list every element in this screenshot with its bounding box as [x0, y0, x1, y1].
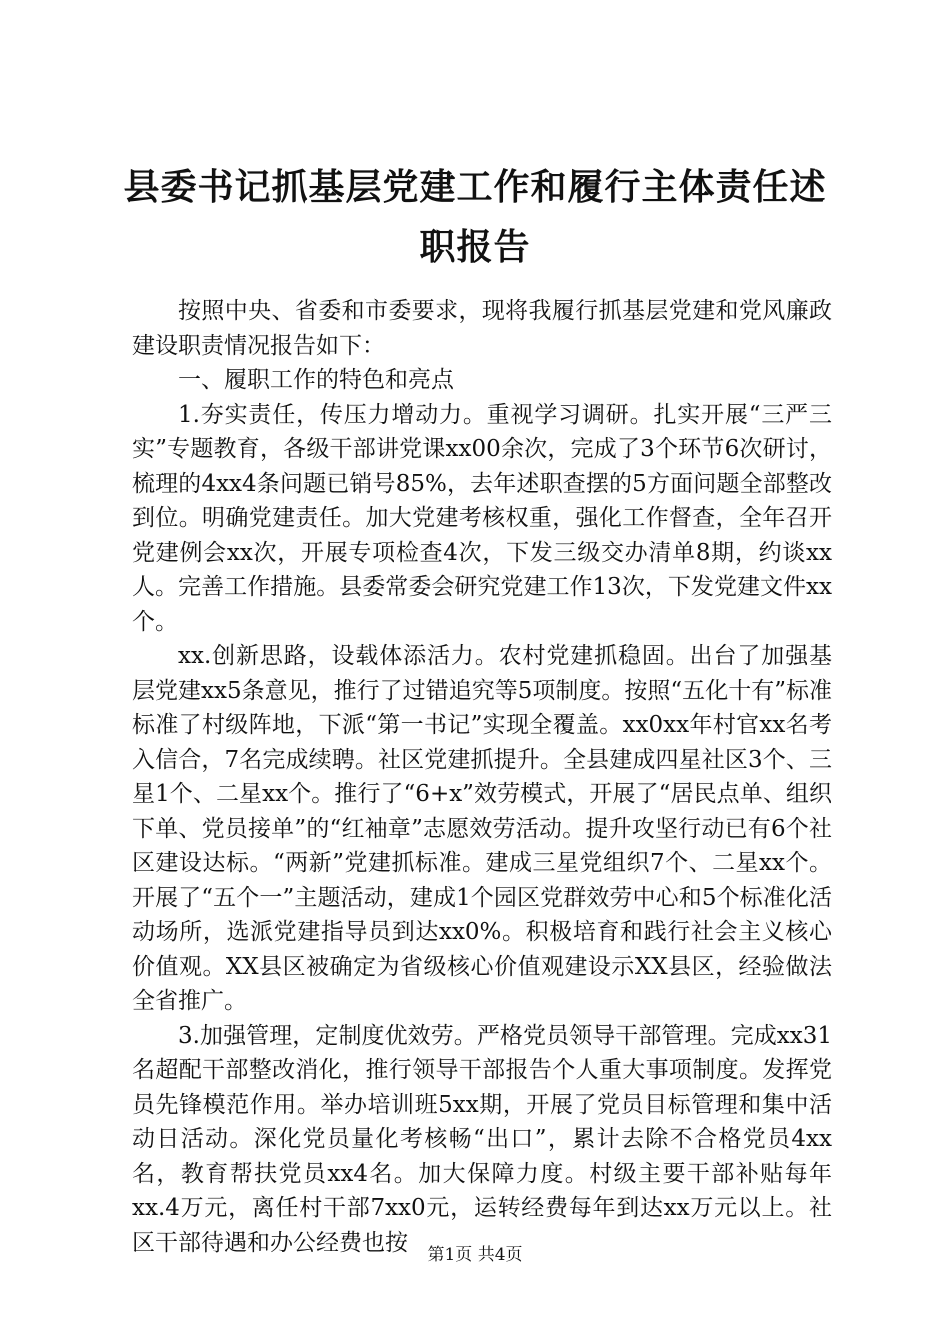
paragraph-item-2: xx.创新思路，设载体添活力。农村党建抓稳固。出台了加强基层党建xx5条意见，推行了过错追究等5项制度。按照“五化十有”标准标准了村级阵地，下派“第一书记”实现全覆盖。xx0xx年村官xx名考入信合，7名完成续聘。社区党建抓提升。全县建成四星社区3个、三星1个、二星xx个。推行了“6+x”效劳模式，开展了“居民点单、组织下单、党员接单”的“红袖章”志愿效劳活动。提升攻坚行动已有6个社区建设达标。“两新”党建抓标准。建成三星党组织7个、二星xx个。开展了“五个一”主题活动，建成1个园区党群效劳中心和5个标准化活动场所，选派党建指导员到达xx0%。积极培育和践行社会主义核心价值观。XX县区被确定为省级核心价值观建设示XX县区，经验做法全省推广。: [132, 643, 832, 1014]
paragraph-item-3: 3.加强管理，定制度优效劳。严格党员领导干部管理。完成xx31名超配干部整改消化，推行领导干部报告个人重大事项制度。发挥党员先锋模范作用。举办培训班5xx期，开展了党员目标管理和集中活动日活动。深化党员量化考核畅“出口”，累计去除不合格党员4xx名，教育帮扶党员xx4名。加大保障力度。村级主要干部补贴每年xx.4万元，离任村干部7xx0元，运转经费每年到达xx万元以上。社区干部待遇和办公经费也按: [132, 1022, 832, 1256]
page-title: 县委书记抓基层党建工作和履行主体责任述职报告: [123, 167, 827, 268]
page-footer: 第1页 共4页: [427, 1245, 523, 1265]
document-body: [132, 294, 832, 1260]
paragraph-intro: 按照中央、省委和市委要求，现将我履行抓基层党建和党风廉政建设职责情况报告如下：: [132, 298, 832, 359]
paragraph-item-1: 1.夯实责任，传压力增动力。重视学习调研。扎实开展“三严三实”专题教育，各级干部讲党课xx00余次，完成了3个环节6次研讨，梳理的4xx4条问题已销号85%，去年述职查摆的5方面问题全部整改到位。明确党建责任。加大党建考核权重，强化工作督查，全年召开党建例会xx次，开展专项检查4次，下发三级交办清单8期，约谈xx人。完善工作措施。县委常委会研究党建工作13次，下发党建文件xx个。: [132, 401, 832, 635]
section-heading: 一、履职工作的特色和亮点: [178, 367, 454, 393]
